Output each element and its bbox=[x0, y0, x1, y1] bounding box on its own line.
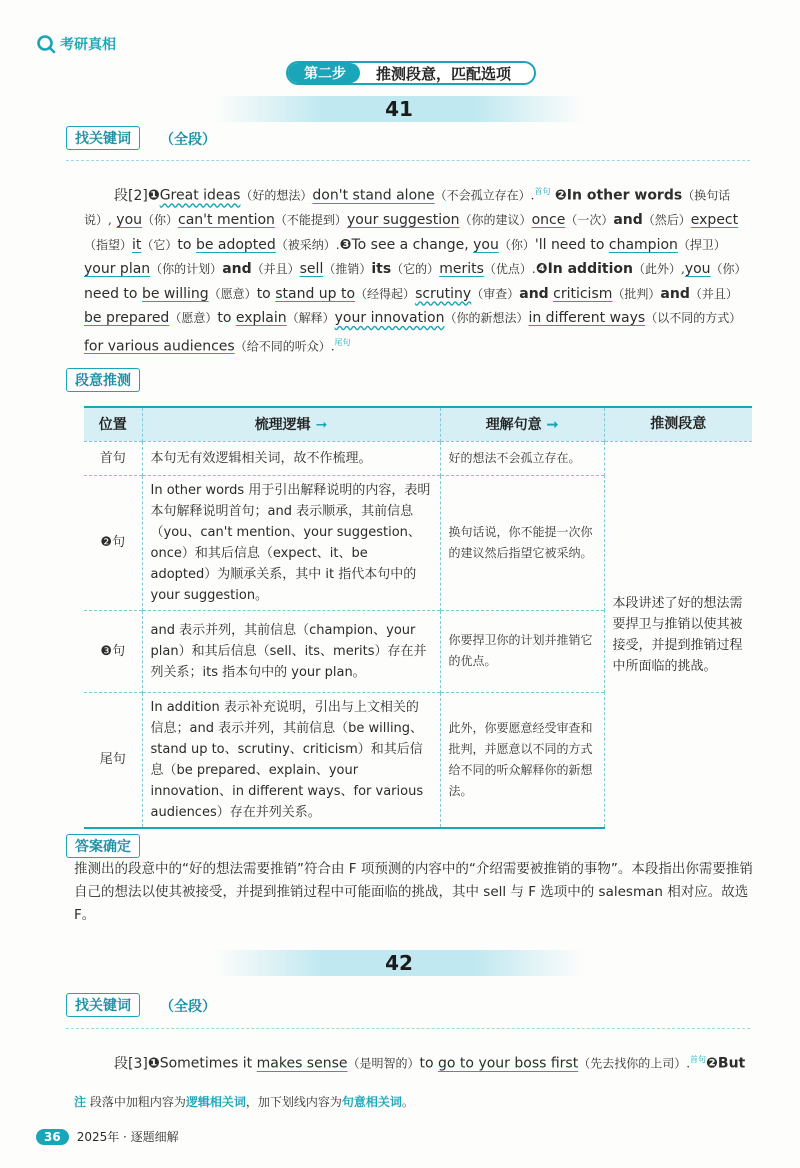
gloss: （换句话说）, bbox=[84, 188, 731, 228]
phrase: stand up to bbox=[275, 285, 356, 302]
row-meaning: 换句话说，你不能提一次你的建议然后指望它被采纳。 bbox=[440, 475, 604, 610]
gloss: （它的） bbox=[391, 262, 440, 277]
question-number: 42 bbox=[385, 951, 413, 975]
phrase: champion bbox=[608, 236, 678, 253]
phrase: go to your boss first bbox=[438, 1055, 579, 1072]
logic-table bbox=[84, 406, 752, 829]
logic-word: In addition bbox=[547, 261, 633, 278]
row-logic: In other words 用于引出解释说明的内容，表明本句解释说明首句；and 表示顺承，其前信息（you、can't mention、your suggestion、once）和其后信息（expect、it、be adopted）为顺承关系，其中 it 指代本句中的 your suggestion。 bbox=[142, 475, 440, 610]
book-title: 2025年 · 逐题细解 bbox=[76, 1130, 179, 1144]
table-header bbox=[84, 407, 752, 441]
note-bold: 逻辑相关词 bbox=[185, 1095, 246, 1109]
table-row bbox=[84, 441, 752, 475]
word: to bbox=[177, 236, 192, 253]
paragraph-inference: 本段讲述了好的想法需要捍卫与推销以使其被接受，并提到推销过程中所面临的挑战。 bbox=[604, 441, 752, 828]
gloss: （你的计划） bbox=[150, 262, 223, 277]
sentence-marker: ❶ bbox=[147, 187, 160, 204]
phrase: in different ways bbox=[528, 310, 646, 327]
phrase: be willing bbox=[141, 285, 209, 302]
gloss: （推销） bbox=[323, 262, 372, 277]
row-position: ❸句 bbox=[84, 610, 142, 692]
sentence-marker: ❷ bbox=[554, 187, 567, 204]
phrase: sell bbox=[299, 261, 324, 278]
page-footer bbox=[36, 1128, 179, 1145]
question-number-bar bbox=[214, 950, 584, 976]
logic-word: and bbox=[519, 285, 549, 302]
phrase: don't stand alone bbox=[312, 187, 435, 204]
footnote bbox=[74, 1093, 414, 1110]
sentence-tag: 尾句 bbox=[334, 337, 351, 347]
word: to bbox=[419, 1055, 434, 1072]
word: To see a change, bbox=[351, 236, 469, 253]
answer-label: 答案确定 bbox=[66, 834, 140, 858]
phrase: you bbox=[684, 261, 711, 278]
logic-word: its bbox=[371, 261, 392, 278]
gloss: （愿意） bbox=[169, 311, 218, 326]
gloss: （解释） bbox=[286, 311, 335, 326]
gloss: （你） bbox=[710, 262, 747, 277]
gloss: （然后） bbox=[642, 213, 691, 228]
gloss: （你的新想法） bbox=[444, 311, 529, 326]
gloss: （好的想法） bbox=[240, 188, 313, 203]
step-tag: 第二步 bbox=[288, 63, 360, 83]
gloss: （以不同的方式） bbox=[645, 311, 742, 326]
note-text: 。 bbox=[401, 1095, 414, 1109]
row-meaning: 此外，你要愿意经受审查和批判，并愿意以不同的方式给不同的听众解释你的新想法。 bbox=[440, 692, 604, 828]
phrase: once bbox=[531, 212, 566, 229]
logic-word: and bbox=[222, 261, 252, 278]
phrase: your innovation bbox=[334, 310, 445, 327]
answer-text: 推测出的段意中的“好的想法需要推销”符合由 F 项预测的内容中的“介绍需要被推销的事物”。本段指出你需要推销自己的想法以使其被接受，并提到推销过程中可能面临的挑战，其中 sell 与 F 选项中的 salesman 相对应。故选 F。 bbox=[74, 861, 753, 923]
gloss: （它） bbox=[141, 237, 178, 252]
question-number-bar bbox=[214, 96, 584, 122]
header-logic-text: 梳理逻辑 bbox=[254, 417, 311, 434]
gloss: （一次） bbox=[565, 213, 614, 228]
row-position: ❷句 bbox=[84, 475, 142, 610]
para-label: 段[3] bbox=[114, 1055, 148, 1072]
sentence-marker: ❷ bbox=[706, 1055, 718, 1072]
gloss: （不能提到） bbox=[274, 213, 347, 228]
gloss: （审查） bbox=[471, 286, 520, 301]
logic-word: In other words bbox=[566, 187, 683, 204]
gloss: （先去找你的上司）. bbox=[578, 1056, 691, 1071]
step-banner bbox=[286, 61, 536, 85]
gloss: （并且） bbox=[251, 262, 300, 277]
gloss: （不会孤立存在）. bbox=[434, 188, 535, 203]
row-position: 首句 bbox=[84, 441, 142, 475]
logic-word: and bbox=[613, 212, 643, 229]
sentence-marker: ❶ bbox=[147, 1055, 160, 1072]
brand-name: 考研真相 bbox=[60, 37, 116, 53]
gloss: （是明智的） bbox=[347, 1056, 420, 1071]
note-text: ，加下划线内容为 bbox=[245, 1095, 342, 1109]
gloss: （被采纳）. bbox=[275, 237, 340, 252]
divider bbox=[66, 1028, 750, 1029]
passage-paragraph-3 bbox=[84, 1048, 754, 1076]
gloss: （愿意） bbox=[208, 286, 257, 301]
phrase: it bbox=[132, 236, 142, 253]
phrase: Great ideas bbox=[159, 187, 241, 204]
scope-label: （全段） bbox=[160, 132, 216, 148]
header-paragraph: 推测段意 bbox=[604, 407, 752, 441]
gloss: （捍卫） bbox=[677, 237, 726, 252]
arrow-right-icon: ➞ bbox=[546, 417, 559, 434]
find-keywords-label: 找关键词 bbox=[66, 126, 140, 150]
phrase: can't mention bbox=[178, 212, 275, 229]
phrase: your suggestion bbox=[346, 212, 460, 229]
row-position: 尾句 bbox=[84, 692, 142, 828]
phrase: you bbox=[473, 236, 499, 253]
gloss: （你） bbox=[498, 237, 535, 252]
gloss: （此外）, bbox=[632, 262, 685, 277]
sentence-marker: ❹ bbox=[535, 261, 548, 278]
word: to bbox=[256, 285, 271, 302]
infer-label: 段意推测 bbox=[66, 368, 140, 392]
arrow-right-icon: ➞ bbox=[315, 417, 328, 434]
phrase: criticism bbox=[553, 285, 613, 302]
row-logic: In addition 表示补充说明，引出与上文相关的信息；and 表示并列，其前信息（be willing、stand up to、scrutiny、criticism）和其后信息（be prepared、explain、your innovation、in different ways、for various audiences）存在并列关系。 bbox=[142, 692, 440, 828]
step-title: 推测段意，匹配选项 bbox=[376, 64, 512, 83]
phrase: for various audiences bbox=[84, 338, 235, 355]
phrase: makes sense bbox=[256, 1055, 348, 1072]
header-meaning-text: 理解句意 bbox=[485, 417, 542, 434]
logic-word: and bbox=[660, 285, 690, 302]
para-label: 段[2] bbox=[114, 187, 148, 204]
gloss: （你的建议） bbox=[459, 213, 532, 228]
find-keywords-label: 找关键词 bbox=[66, 993, 140, 1017]
gloss: （给不同的听众）. bbox=[234, 339, 335, 354]
brand-logo bbox=[36, 34, 116, 54]
question-number: 41 bbox=[385, 97, 413, 121]
row-logic: and 表示并列，其前信息（champion、your plan）和其后信息（sell、its、merits）存在并列关系；its 指本句中的 your plan。 bbox=[142, 610, 440, 692]
gloss: （批判） bbox=[612, 286, 661, 301]
phrase: expect bbox=[690, 212, 739, 229]
sentence-tag: 首句 bbox=[534, 187, 551, 196]
gloss: （经得起） bbox=[355, 286, 416, 301]
row-logic: 本句无有效逻辑相关词，故不作梳理。 bbox=[142, 441, 440, 475]
phrase: be prepared bbox=[84, 310, 170, 327]
sentence-marker: ❸ bbox=[339, 236, 352, 253]
phrase: scrutiny bbox=[415, 285, 472, 302]
phrase: your plan bbox=[84, 261, 151, 278]
passage-paragraph-2 bbox=[84, 180, 754, 359]
word: to bbox=[217, 310, 232, 327]
search-icon bbox=[36, 34, 56, 54]
page-number: 36 bbox=[36, 1129, 69, 1145]
row-meaning: 好的想法不会孤立存在。 bbox=[440, 441, 604, 475]
gloss: （并且） bbox=[689, 286, 738, 301]
logic-word: But bbox=[717, 1055, 746, 1072]
word: Sometimes it bbox=[159, 1055, 253, 1072]
sentence-tag: 首句 bbox=[690, 1055, 707, 1064]
note-bold: 句意相关词 bbox=[341, 1095, 402, 1109]
phrase: explain bbox=[235, 310, 287, 327]
row-meaning: 你要捍卫你的计划并推销它的优点。 bbox=[440, 610, 604, 692]
scope-label: （全段） bbox=[160, 999, 216, 1015]
word: need to bbox=[84, 285, 138, 302]
header-meaning bbox=[440, 407, 604, 441]
phrase: you bbox=[116, 212, 143, 229]
header-position: 位置 bbox=[84, 407, 142, 441]
gloss: （你） bbox=[142, 213, 179, 228]
word: 'll need to bbox=[534, 236, 605, 253]
phrase: be adopted bbox=[195, 236, 276, 253]
divider bbox=[66, 160, 750, 161]
note-label: 注 bbox=[74, 1095, 87, 1109]
note-text: 段落中加粗内容为 bbox=[89, 1095, 186, 1109]
phrase: merits bbox=[439, 261, 484, 278]
header-logic bbox=[142, 407, 440, 441]
gloss: （指望） bbox=[84, 237, 133, 252]
gloss: （优点）. bbox=[483, 262, 536, 277]
